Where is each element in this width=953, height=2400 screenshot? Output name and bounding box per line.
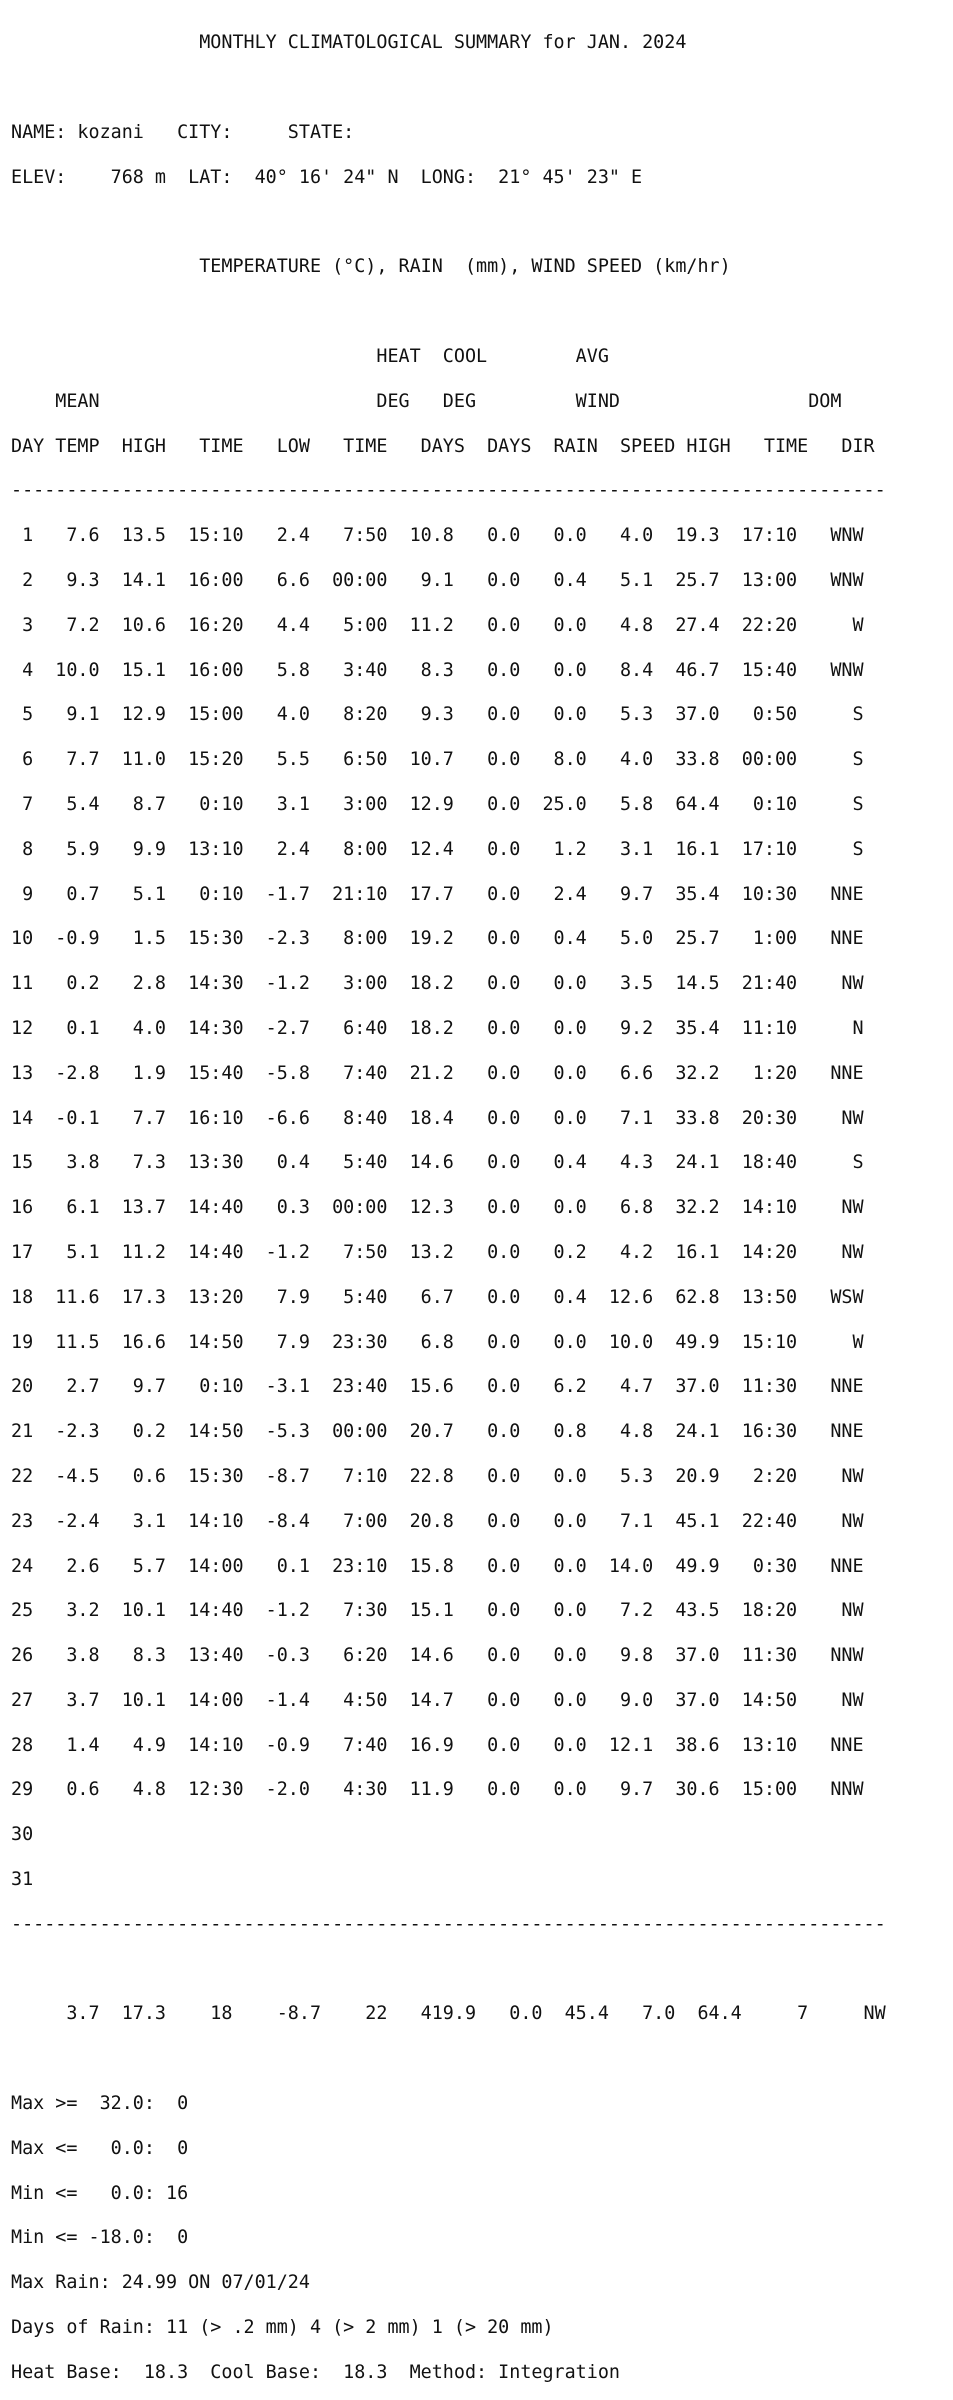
table-row: 11 0.2 2.8 14:30 -1.2 3:00 18.2 0.0 0.0 3.5 14.5 21:40 NW	[11, 973, 864, 995]
summary-line: Heat Base: 18.3 Cool Base: 18.3 Method: Integration	[11, 2361, 620, 2383]
table-row: 24 2.6 5.7 14:00 0.1 23:10 15.8 0.0 0.0 14.0 49.9 0:30 NNE	[11, 1555, 864, 1577]
table-header-line: DAY TEMP HIGH TIME LOW TIME DAYS DAYS RAIN SPEED HIGH TIME DIR	[11, 435, 875, 457]
table-row: 31	[11, 1869, 34, 1891]
table-row: 12 0.1 4.0 14:30 -2.7 6:40 18.2 0.0 0.0 9.2 35.4 11:10 N	[11, 1017, 864, 1039]
totals-row: 3.7 17.3 18 -8.7 22 419.9 0.0 45.4 7.0 64.4 7 NW	[11, 2003, 886, 2025]
table-header-line: MEAN DEG DEG WIND DOM	[11, 390, 842, 412]
blank-line	[11, 1959, 953, 1981]
table-row: 15 3.8 7.3 13:30 0.4 5:40 14.6 0.0 0.4 4.3 24.1 18:40 S	[11, 1152, 864, 1174]
summary-line: Max >= 32.0: 0	[11, 2093, 189, 2115]
table-row: 1 7.6 13.5 15:10 2.4 7:50 10.8 0.0 0.0 4.0 19.3 17:10 WNW	[11, 525, 864, 547]
table-row: 3 7.2 10.6 16:20 4.4 5:00 11.2 0.0 0.0 4.8 27.4 22:20 W	[11, 614, 864, 636]
table-row: 13 -2.8 1.9 15:40 -5.8 7:40 21.2 0.0 0.0 6.6 32.2 1:20 NNE	[11, 1062, 864, 1084]
table-row: 25 3.2 10.1 14:40 -1.2 7:30 15.1 0.0 0.0 7.2 43.5 18:20 NW	[11, 1600, 864, 1622]
table-row: 26 3.8 8.3 13:40 -0.3 6:20 14.6 0.0 0.0 9.8 37.0 11:30 NNW	[11, 1645, 864, 1667]
table-row: 22 -4.5 0.6 15:30 -8.7 7:10 22.8 0.0 0.0 5.3 20.9 2:20 NW	[11, 1465, 864, 1487]
blank-line	[11, 77, 953, 99]
summary-line: Max Rain: 24.99 ON 07/01/24	[11, 2272, 310, 2294]
table-row: 19 11.5 16.6 14:50 7.9 23:30 6.8 0.0 0.0 10.0 49.9 15:10 W	[11, 1331, 864, 1353]
summary-line: Days of Rain: 11 (> .2 mm) 4 (> 2 mm) 1 (> 20 mm)	[11, 2317, 554, 2339]
table-row: 8 5.9 9.9 13:10 2.4 8:00 12.4 0.0 1.2 3.1 16.1 17:10 S	[11, 838, 864, 860]
table-row: 29 0.6 4.8 12:30 -2.0 4:30 11.9 0.0 0.0 9.7 30.6 15:00 NNW	[11, 1779, 864, 1801]
table-row: 7 5.4 8.7 0:10 3.1 3:00 12.9 0.0 25.0 5.8 64.4 0:10 S	[11, 793, 864, 815]
table-row: 28 1.4 4.9 14:10 -0.9 7:40 16.9 0.0 0.0 12.1 38.6 13:10 NNE	[11, 1734, 864, 1756]
table-row: 14 -0.1 7.7 16:10 -6.6 8:40 18.4 0.0 0.0 7.1 33.8 20:30 NW	[11, 1107, 864, 1129]
summary-line: Min <= 0.0: 16	[11, 2182, 189, 2204]
table-row: 23 -2.4 3.1 14:10 -8.4 7:00 20.8 0.0 0.0 7.1 45.1 22:40 NW	[11, 1510, 864, 1532]
blank-line	[11, 212, 953, 234]
table-header-line: HEAT COOL AVG	[11, 345, 609, 367]
table-row: 17 5.1 11.2 14:40 -1.2 7:50 13.2 0.0 0.2 4.2 16.1 14:20 NW	[11, 1241, 864, 1263]
table-divider: -------------------------------------------------------------------------------	[11, 480, 886, 502]
table-row: 5 9.1 12.9 15:00 4.0 8:20 9.3 0.0 0.0 5.3 37.0 0:50 S	[11, 704, 864, 726]
blank-line	[11, 301, 953, 323]
table-row: 6 7.7 11.0 15:20 5.5 6:50 10.7 0.0 8.0 4.0 33.8 00:00 S	[11, 749, 864, 771]
table-divider: -------------------------------------------------------------------------------	[11, 1913, 886, 1935]
table-row: 20 2.7 9.7 0:10 -3.1 23:40 15.6 0.0 6.2 4.7 37.0 11:30 NNE	[11, 1376, 864, 1398]
summary-line: Min <= -18.0: 0	[11, 2227, 189, 2249]
station-name-line: NAME: kozani CITY: STATE:	[11, 122, 355, 143]
table-row: 18 11.6 17.3 13:20 7.9 5:40 6.7 0.0 0.4 12.6 62.8 13:50 WSW	[11, 1286, 864, 1308]
table-row: 2 9.3 14.1 16:00 6.6 00:00 9.1 0.0 0.4 5.1 25.7 13:00 WNW	[11, 569, 864, 591]
table-row: 10 -0.9 1.5 15:30 -2.3 8:00 19.2 0.0 0.4 5.0 25.7 1:00 NNE	[11, 928, 864, 950]
table-row: 16 6.1 13.7 14:40 0.3 00:00 12.3 0.0 0.0 6.8 32.2 14:10 NW	[11, 1197, 864, 1219]
table-row: 30	[11, 1824, 34, 1846]
station-elevation-line: ELEV: 768 m LAT: 40° 16' 24" N LONG: 21° 45' 23" E	[11, 166, 643, 188]
table-row: 27 3.7 10.1 14:00 -1.4 4:50 14.7 0.0 0.0 9.0 37.0 14:50 NW	[11, 1689, 864, 1711]
table-row: 4 10.0 15.1 16:00 5.8 3:40 8.3 0.0 0.0 8.4 46.7 15:40 WNW	[11, 659, 864, 681]
summary-line: Max <= 0.0: 0	[11, 2137, 189, 2159]
table-row: 21 -2.3 0.2 14:50 -5.3 00:00 20.7 0.0 0.8 4.8 24.1 16:30 NNE	[11, 1421, 864, 1443]
units-line: TEMPERATURE (°C), RAIN (mm), WIND SPEED (km/hr)	[11, 256, 731, 278]
table-row: 9 0.7 5.1 0:10 -1.7 21:10 17.7 0.0 2.4 9.7 35.4 10:30 NNE	[11, 883, 864, 905]
report-title: MONTHLY CLIMATOLOGICAL SUMMARY for JAN. 2024	[11, 32, 687, 54]
blank-line	[11, 2048, 953, 2070]
